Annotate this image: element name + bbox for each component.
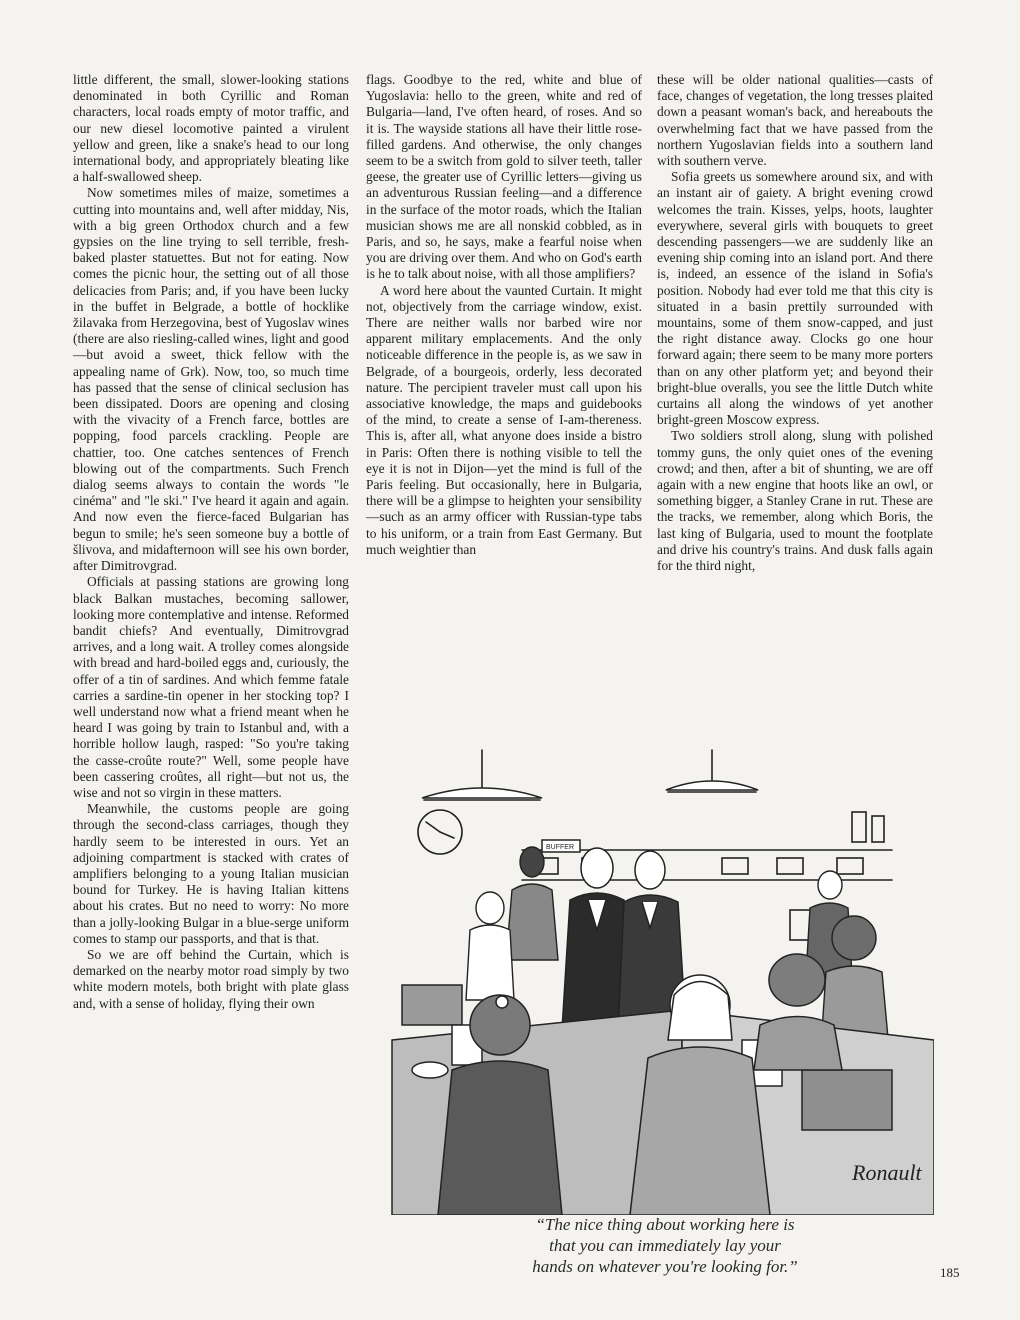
artist-signature: Ronault bbox=[852, 1160, 922, 1185]
cartoon-illustration bbox=[382, 740, 934, 1215]
paragraph: Officials at passing stations are growing long black Balkan mustaches, becoming sallower, looking more contemplative and intense. Reformed bandit chiefs? And eventually, Dimitrovgrad arrives, and a long wait. A trolley comes alongside with bread and hard-boiled eggs and, curiously, the offer of a tin of sardines. And which femme fatale carries a sardine-tin opener in her stocking top? I well understand now what a friend meant when he heard I was going by train to Istanbul and, with a horrible hollow laugh, rasped: "So you're taking the casse-croûte route?" Well, some people have been cassering croûtes, all right—but not us, the wise and not so virgin in these matters. bbox=[73, 574, 349, 800]
paragraph: little different, the small, slower-looking stations denominated in both Cyrillic and Roman characters, local roads empty of motor traffic, and our new diesel locomotive painted a virulent yellow and green, like a snake's head to our long international body, and appropriately bleating like a half-swallowed sheep. bbox=[73, 72, 349, 185]
typewriter-right bbox=[802, 1070, 892, 1130]
typewriter-left bbox=[402, 985, 462, 1025]
text-column-2 bbox=[366, 72, 642, 684]
woman-dark-hair bbox=[520, 847, 544, 877]
caption-line: that you can immediately lay your bbox=[549, 1236, 781, 1255]
paragraph: Sofia greets us somewhere around six, and with an instant air of gaiety. A bright evening crowd welcomes the train. Kisses, yelps, hoots, laughter everywhere, several girls with bouquets to greet descending passengers—we are suddenly like an evening ship coming into an island port. And there is, indeed, an essence of the island in Sofia's position. Nobody had ever told me that this city is situated in a basin prettily surrounded with mountains, some of them snow-capped, and just the right distance away. Clocks go one hour forward again; there seem to be many more porters than on any other platform yet; and beyond their bright-blue overalls, you see the little Dutch white curtains all along the windows of yet another bright-green Moscow express. bbox=[657, 169, 933, 428]
man-right-head bbox=[635, 851, 665, 889]
man-left-head bbox=[581, 848, 613, 888]
lamp-shade-left bbox=[422, 788, 542, 798]
woman-beehive-hair bbox=[832, 916, 876, 960]
paragraph: A word here about the vaunted Curtain. It might not, objectively from the carriage window, exist. There are neither walls nor barbed wire nor apparent military emplacements. And the only noticeable difference in the people is, as we saw in Belgrade, of a bourgeois, orderly, less decorated nature. The percipient traveler must call upon his associative knowledge, the maps and guidebooks of the mind, to create a sense of I-am-thereness. This is, after all, what anyone does inside a bistro in Paris: Often there is nothing visible to tell the eye it is not in Dijon—yet the mind is full of the Paris feeling. But occasionally, here in Bulgaria, there will be a glimpse to heighten your sensibility—such as an army officer with Russian-type tabs to his uniform, or a train from East Germany. But much weightier than bbox=[366, 282, 642, 557]
paragraph: Two soldiers stroll along, slung with polished tommy guns, the only quiet ones of the evening crowd; and then, after a bit of shunting, we are off again with a new engine that hoots like an owl, or something bigger, a Stanley Crane in rut. These are the tracks, we remember, along which Boris, the last king of Bulgaria, used to mount the footplate and drive his country's trains. And dusk falls again for the third night, bbox=[657, 428, 933, 574]
paragraph: So we are off behind the Curtain, which is demarked on the nearby motor road simply by two white modern motels, both bright with plate glass and, with a sense of holiday, flying their own bbox=[73, 946, 349, 1011]
sign-text: BUFFER bbox=[546, 844, 574, 851]
text-column-1 bbox=[73, 72, 349, 1012]
paragraph: Now sometimes miles of maize, sometimes a cutting into mountains and, well after midday, Nis, with a big green Orthodox church and a few gypsies on the line trying to sell terrible, fresh-baked plaster statuettes. But not for eating. Now comes the picnic hour, the setting out of all those delicacies from Paris; and, if you have been lucky in the buffet in Belgrade, a bottle of hocklike žilavaka from Herzegovina, best of Yugoslav wines (there are also riesling-called wines, light and good—but avoid a sweet, thick fellow with the appealing name of Grk). Now, too, so much time has passed that the sense of clinical seclusion has been dissipated. Doors are opening and closing with the vivacity of a French farce, bottles are popping, food parcels crackling. People are chattier, too. One catches sentences of French blowing out of the compartments. Such French dialog seems always to contain the words "le cinéma" and "le ski." I've heard it again and again. And now even the fierce-faced Bulgarian has begun to smile; he's seen someone buy a bottle of šlivova, and midafternoon will see his own border, after Dimitrovgrad. bbox=[73, 185, 349, 574]
paragraph: these will be older national qualities—casts of face, changes of vegetation, the long tresses plaited down a peasant woman's back, and hereabouts the overwhelming fact that we have passed from the northern Yugoslavian fields into a southern land with southern verve. bbox=[657, 72, 933, 169]
caption-line: “The nice thing about working here is bbox=[535, 1215, 795, 1234]
paragraph: Meanwhile, the customs people are going through the second-class carriages, though they hardly seem to be interested in ours. Yet an adjoining compartment is stacked with crates of amplifiers belonging to a young Italian musician bound for Turkey. He is having Italian kittens about his crates. But no need to worry: No more than a jolly-looking Bulgar in a blue-serge uniform comes to stamp our passports, and that is that. bbox=[73, 801, 349, 946]
cartoon-caption bbox=[440, 1214, 890, 1277]
lamp-shade-right bbox=[666, 781, 758, 790]
text-column-3 bbox=[657, 72, 933, 684]
paragraph: flags. Goodbye to the red, white and blue of Yugoslavia: hello to the green, white and red of Bulgaria—land, I've often heard, of roses. And so it is. The wayside stations all have their little rose-filled gardens. And otherwise, the only changes seem to be a switch from gold to silver teeth, taller geese, the greater use of Cyrillic letters—giving us an adventurous Russian feeling—and a difference in the surface of the motor roads, which the Italian musician shows me are all nonskid cobbled, as in Paris, and so, he says, make a fearful noise when you are driving over them. And who on God's earth is he to talk about noise, with all those amplifiers? bbox=[366, 72, 642, 282]
caption-line: hands on whatever you're looking for.” bbox=[532, 1257, 798, 1276]
page-number: 185 bbox=[940, 1265, 960, 1280]
